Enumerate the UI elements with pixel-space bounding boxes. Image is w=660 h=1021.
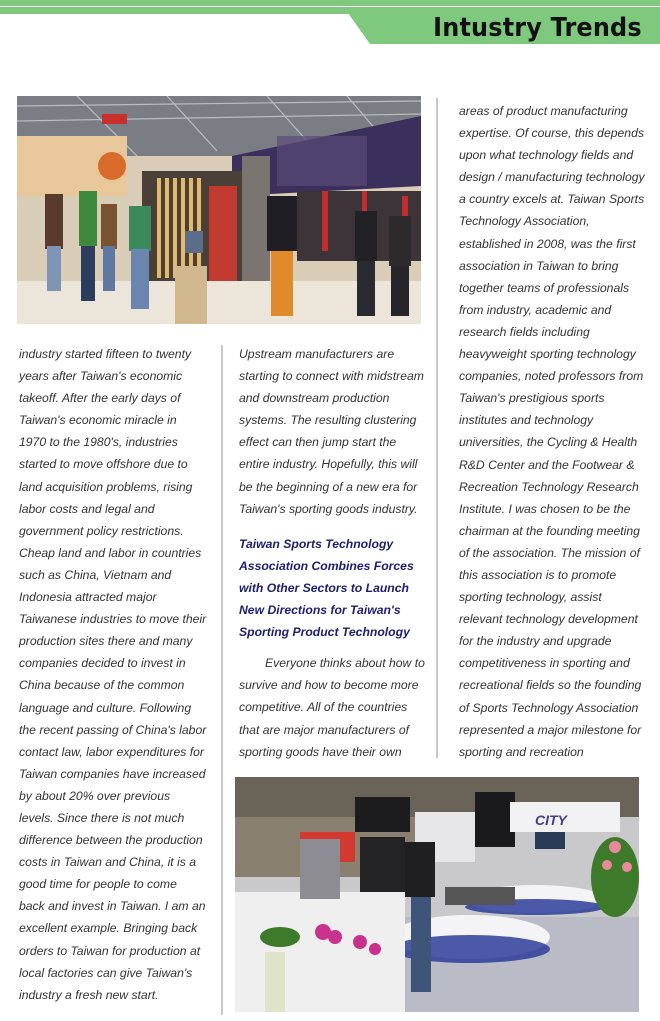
- text-line: sporting technology, assist: [459, 590, 602, 605]
- text-line: such as China, Vietnam and: [19, 567, 172, 582]
- text-line: starting to connect with midstream: [239, 369, 424, 384]
- text-line: expertise. Of course, this depends: [459, 126, 644, 141]
- text-line: Indonesia attracted major: [19, 590, 157, 605]
- text-line: takeoff. After the early days of: [19, 391, 181, 406]
- text-line: contact law, labor expenditures for: [19, 744, 204, 759]
- text-line: good time for people to come: [19, 877, 177, 892]
- text-line: a country excels at. Taiwan Sports: [459, 192, 645, 207]
- column-divider-1: [221, 345, 223, 1015]
- text-line: labor costs and legal and: [19, 501, 155, 516]
- text-line: Taiwanese industries to move their: [19, 612, 207, 627]
- text-line: companies decided to invest in: [19, 656, 186, 671]
- text-line: excellent example. Bringing back: [19, 921, 198, 936]
- text-line: sporting and recreation: [459, 744, 584, 759]
- text-line: Everyone thinks about how to: [265, 656, 425, 671]
- text-line: established in 2008, was the first: [459, 236, 636, 251]
- text-line: years after Taiwan's economic: [19, 369, 183, 384]
- text-line: levels. Since there is not much: [19, 810, 185, 825]
- heading-line: Association Combines Forces: [239, 558, 414, 573]
- text-line: systems. The resulting clustering: [239, 413, 417, 428]
- text-line: Taiwan companies have increased: [19, 766, 206, 781]
- text-line: areas of product manufacturing: [459, 104, 628, 118]
- text-line: relevant technology development: [459, 612, 638, 627]
- text-line: survive and how to become more: [239, 678, 419, 693]
- text-line: Institute. I was chosen to be the: [459, 501, 631, 516]
- text-line: recreational fields so the founding: [459, 678, 642, 693]
- text-line: entire industry. Hopefully, this will: [239, 457, 418, 472]
- text-line: Cheap land and labor in countries: [19, 545, 202, 560]
- text-line: and downstream production: [239, 391, 390, 406]
- heading-line: New Directions for Taiwan's: [239, 603, 401, 618]
- text-line: Technology Association,: [459, 214, 590, 229]
- column-divider-2: [436, 98, 438, 758]
- text-line: of Sports Technology Association: [459, 700, 639, 715]
- heading-line: Taiwan Sports Technology: [239, 536, 394, 551]
- text-line: upon what technology fields and: [459, 148, 634, 163]
- text-line: of the association. The mission of: [459, 545, 640, 560]
- text-line: industry started fifteen to twenty: [19, 347, 192, 361]
- trade-show-photo: [17, 96, 421, 324]
- text-line: orders to Taiwan for production at: [19, 943, 201, 958]
- spacer: [239, 520, 425, 533]
- text-line: local factories can give Taiwan's: [19, 965, 193, 980]
- text-line: research fields including: [459, 324, 590, 339]
- text-line: government policy restrictions.: [19, 523, 184, 538]
- city-sign: CITY: [535, 812, 567, 828]
- text-line: difference between the production: [19, 833, 203, 848]
- text-line: design / manufacturing technology: [459, 170, 645, 185]
- text-line: China because of the common: [19, 678, 185, 693]
- text-line: the recent passing of China's labor: [19, 722, 207, 737]
- text-line: chairman at the founding meeting: [459, 523, 640, 538]
- text-line: industry a fresh new start.: [19, 987, 159, 1002]
- text-line: from industry, academic and: [459, 302, 612, 317]
- text-line: land acquisition problems, rising: [19, 479, 193, 494]
- text-line: represented a major milestone for: [459, 722, 642, 737]
- heading-line: Sporting Product Technology: [239, 625, 410, 640]
- text-line: Recreation Technology Research: [459, 479, 639, 494]
- article-column-3: [459, 100, 645, 763]
- text-line: Taiwan's prestigious sports: [459, 391, 605, 406]
- text-line: heavyweight sporting technology: [459, 347, 636, 362]
- text-line: 1970 to the 1980's, industries: [19, 435, 178, 450]
- header-band-top: [0, 0, 660, 6]
- text-line: for the industry and upgrade: [459, 634, 612, 649]
- text-line: Taiwan's economic miracle in: [19, 413, 177, 428]
- text-line: production sites there and many: [19, 634, 193, 649]
- text-line: competitive. All of the countries: [239, 700, 408, 715]
- text-line: Upstream manufacturers are: [239, 347, 395, 361]
- text-line: that are major manufacturers of: [239, 722, 410, 737]
- text-line: institutes and technology: [459, 413, 594, 428]
- spacer: [239, 643, 425, 652]
- text-line: effect can then jump start the: [239, 435, 397, 450]
- fitness-expo-photo: [235, 777, 639, 1012]
- heading-line: with Other Sectors to Launch: [239, 580, 409, 595]
- text-line: R&D Center and the Footwear &: [459, 457, 635, 472]
- text-line: costs in Taiwan and China, it is a: [19, 855, 197, 870]
- text-line: back and invest in Taiwan. I am an: [19, 899, 206, 914]
- text-line: association in Taiwan to bring: [459, 258, 619, 273]
- text-line: competitiveness in sporting and: [459, 656, 630, 671]
- text-line: Taiwan's sporting goods industry.: [239, 501, 418, 516]
- text-line: sporting goods have their own: [239, 744, 402, 759]
- text-line: language and culture. Following: [19, 700, 192, 715]
- text-line: universities, the Cycling & Health: [459, 435, 638, 450]
- text-line: by about 20% over previous: [19, 788, 171, 803]
- text-line: together teams of professionals: [459, 280, 630, 295]
- text-line: be the beginning of a new era for: [239, 479, 418, 494]
- section-heading: [239, 533, 425, 643]
- section-title: Intustry Trends: [433, 13, 642, 43]
- text-line: this association is to promote: [459, 567, 617, 582]
- article-column-1: [19, 343, 206, 1006]
- text-line: companies, noted professors from: [459, 369, 644, 384]
- article-column-2: [239, 343, 425, 763]
- text-line: started to move offshore due to: [19, 457, 188, 472]
